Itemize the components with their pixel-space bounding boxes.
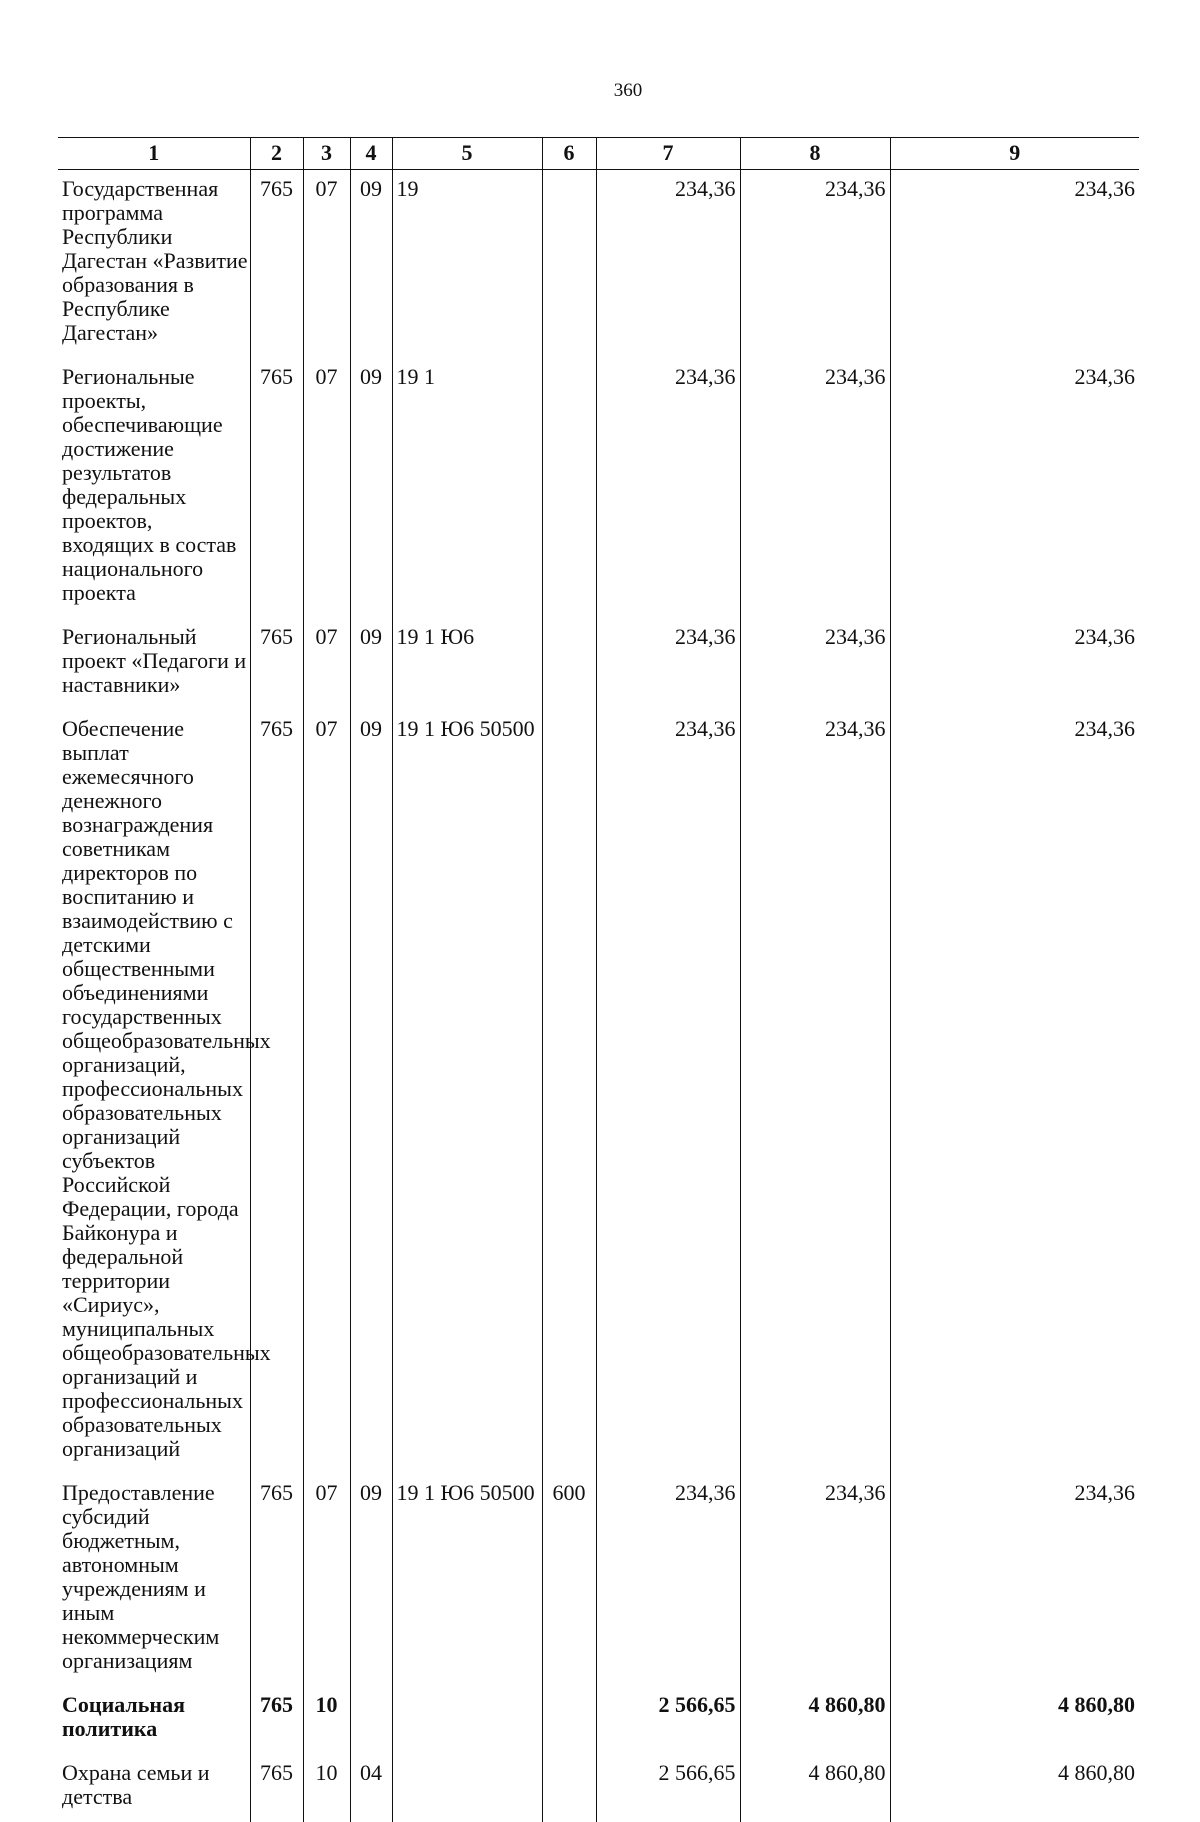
row-name: Региональный проект «Педагоги и наставники»: [62, 624, 247, 697]
cell-col-3: 07: [303, 358, 350, 618]
table-row-section: [58, 1686, 1139, 1754]
cell-col-6: 600: [542, 1474, 596, 1686]
cell-col-2: 765: [250, 1754, 303, 1822]
cell-col-4: 09: [350, 358, 392, 618]
cell-col-9: 4 860,80: [890, 1686, 1139, 1754]
cell-col-5: 19 1 Ю6 50500: [392, 1474, 542, 1686]
cell-col-6: [542, 710, 596, 1474]
cell-col-2: 765: [250, 170, 303, 359]
table-row: [58, 618, 1139, 710]
cell-col-6: [542, 618, 596, 710]
cell-col-6: [542, 1686, 596, 1754]
page-number: 360: [613, 80, 643, 101]
header-row: [58, 138, 1139, 170]
cell-col-7: 234,36: [596, 710, 740, 1474]
row-name: Региональные проекты, обеспечивающие достижение результатов федеральных проектов, входящих в состав национального проекта: [62, 364, 237, 605]
cell-col-2: 765: [250, 1474, 303, 1686]
cell-col-5: 19 1: [392, 358, 542, 618]
cell-col-3: 07: [303, 1474, 350, 1686]
row-name: Социальная политика: [62, 1692, 185, 1741]
header-col-4: 4: [350, 138, 392, 170]
cell-col-5: 19 1 Ю6 50500: [392, 710, 542, 1474]
cell-col-5: [392, 1686, 542, 1754]
cell-col-8: 234,36: [740, 710, 890, 1474]
table-row: [58, 170, 1139, 359]
header-col-9: 9: [890, 138, 1139, 170]
cell-col-3: 07: [303, 618, 350, 710]
table-row: [58, 1474, 1139, 1686]
cell-col-3: 07: [303, 170, 350, 359]
cell-col-7: 234,36: [596, 1474, 740, 1686]
cell-col-8: 234,36: [740, 618, 890, 710]
table-row: [58, 1754, 1139, 1822]
cell-col-8: 234,36: [740, 170, 890, 359]
cell-col-2: 765: [250, 1686, 303, 1754]
header-col-6: 6: [542, 138, 596, 170]
cell-col-6: [542, 170, 596, 359]
cell-col-6: [542, 1754, 596, 1822]
cell-col-4: 09: [350, 1474, 392, 1686]
cell-col-9: 234,36: [890, 710, 1139, 1474]
cell-col-8: 234,36: [740, 1474, 890, 1686]
cell-col-3: 07: [303, 710, 350, 1474]
cell-col-2: 765: [250, 710, 303, 1474]
cell-col-5: [392, 1754, 542, 1822]
cell-col-6: [542, 358, 596, 618]
cell-col-2: 765: [250, 358, 303, 618]
header-col-2: 2: [250, 138, 303, 170]
cell-col-9: 234,36: [890, 1474, 1139, 1686]
cell-col-7: 234,36: [596, 358, 740, 618]
budget-table: [58, 137, 1139, 1822]
header-col-8: 8: [740, 138, 890, 170]
cell-col-9: 234,36: [890, 618, 1139, 710]
header-col-1: 1: [58, 138, 250, 170]
cell-col-7: 2 566,65: [596, 1754, 740, 1822]
cell-col-4: [350, 1686, 392, 1754]
row-name: Охрана семьи и детства: [62, 1760, 210, 1809]
cell-col-3: 10: [303, 1754, 350, 1822]
cell-col-8: 234,36: [740, 358, 890, 618]
cell-col-7: 2 566,65: [596, 1686, 740, 1754]
cell-col-2: 765: [250, 618, 303, 710]
row-name: Государственная программа Республики Дагестан «Развитие образования в Республике Дагестан»: [62, 176, 248, 345]
cell-col-4: 09: [350, 710, 392, 1474]
cell-col-4: 09: [350, 618, 392, 710]
cell-col-8: 4 860,80: [740, 1686, 890, 1754]
cell-col-9: 4 860,80: [890, 1754, 1139, 1822]
table-row: [58, 710, 1139, 1474]
cell-col-4: 04: [350, 1754, 392, 1822]
cell-col-5: 19: [392, 170, 542, 359]
header-col-7: 7: [596, 138, 740, 170]
cell-col-8: 4 860,80: [740, 1754, 890, 1822]
cell-col-7: 234,36: [596, 618, 740, 710]
cell-col-9: 234,36: [890, 358, 1139, 618]
table-row: [58, 358, 1139, 618]
cell-col-7: 234,36: [596, 170, 740, 359]
header-col-3: 3: [303, 138, 350, 170]
row-name: Обеспечение выплат ежемесячного денежного вознаграждения советникам директоров по воспитанию и взаимодействию с детскими общественными объединениями государственных общеобразовательных организаций, профессиональных образовательных организаций субъектов Российской Федерации, города Байконура и федеральной территории «Сириус», муниципальных общеобразовательных организаций и профессиональных образовательных организаций: [62, 716, 271, 1461]
header-col-5: 5: [392, 138, 542, 170]
cell-col-3: 10: [303, 1686, 350, 1754]
cell-col-4: 09: [350, 170, 392, 359]
row-name: Предоставление субсидий бюджетным, автономным учреждениям и иным некоммерческим организациям: [62, 1480, 220, 1673]
cell-col-5: 19 1 Ю6: [392, 618, 542, 710]
cell-col-9: 234,36: [890, 170, 1139, 359]
